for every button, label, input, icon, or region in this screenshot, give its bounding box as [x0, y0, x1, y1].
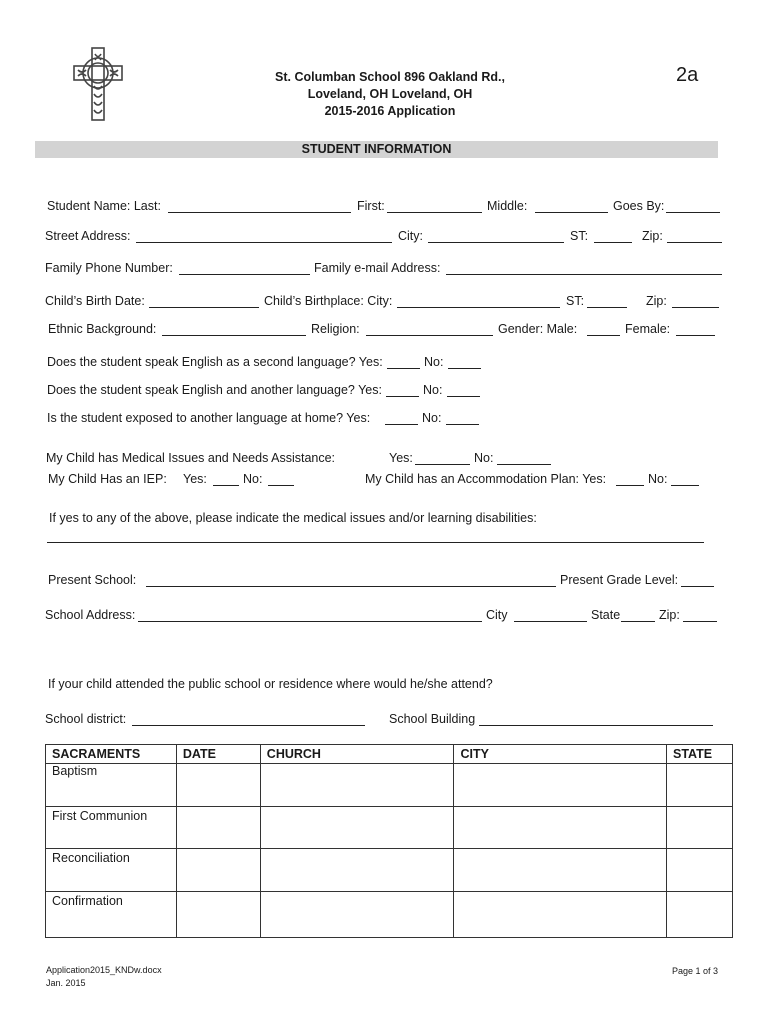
communion-church-cell[interactable] — [260, 807, 454, 849]
header-state: STATE — [667, 745, 733, 764]
birthplace-zip-label: Zip: — [646, 294, 667, 308]
home-language-question: Is the student exposed to another language at home? Yes: — [47, 411, 371, 425]
religion-input[interactable] — [366, 335, 493, 336]
reconciliation-date-cell[interactable] — [176, 849, 260, 892]
home-language-yes-input[interactable] — [385, 424, 418, 425]
family-phone-input[interactable] — [179, 274, 310, 275]
home-language-no-input[interactable] — [446, 424, 479, 425]
footer-date: Jan. 2015 — [46, 978, 86, 988]
confirmation-date-cell[interactable] — [176, 892, 260, 938]
first-name-label: First: — [357, 199, 385, 213]
header-sacraments: SACRAMENTS — [46, 745, 177, 764]
goes-by-input[interactable] — [666, 212, 720, 213]
gender-female-label: Female: — [625, 322, 671, 336]
medical-no-input[interactable] — [497, 464, 551, 465]
religion-label: Religion: — [311, 322, 360, 336]
birthplace-zip-input[interactable] — [672, 307, 719, 308]
communion-city-cell[interactable] — [454, 807, 667, 849]
footer-filename: Application2015_KNDw.docx — [46, 965, 162, 975]
confirmation-state-cell[interactable] — [667, 892, 733, 938]
birthplace-state-input[interactable] — [587, 307, 627, 308]
esl-yes-input[interactable] — [387, 368, 420, 369]
table-row — [46, 849, 733, 892]
application-year: 2015-2016 Application — [324, 104, 456, 118]
sacraments-table — [45, 744, 733, 938]
family-email-label: Family e-mail Address: — [314, 261, 441, 275]
street-address-input[interactable] — [136, 242, 392, 243]
baptism-city-cell[interactable] — [454, 764, 667, 807]
school-address-label: School Address: — [45, 608, 136, 622]
iep-yes-input[interactable] — [213, 485, 239, 486]
section-band — [35, 141, 718, 158]
school-city-label: City — [486, 608, 508, 622]
table-row — [46, 892, 733, 938]
table-row — [46, 764, 733, 807]
state-label: ST: — [570, 229, 589, 243]
header-city: CITY — [454, 745, 667, 764]
medical-yes-label: Yes: — [389, 451, 413, 465]
sacrament-confirmation: Confirmation — [46, 892, 177, 938]
sacrament-baptism: Baptism — [46, 764, 177, 807]
accommodation-no-label: No: — [648, 472, 668, 486]
school-city-input[interactable] — [514, 621, 587, 622]
reconciliation-city-cell[interactable] — [454, 849, 667, 892]
baptism-state-cell[interactable] — [667, 764, 733, 807]
public-school-question: If your child attended the public school or residence where would he/she attend? — [48, 677, 493, 691]
first-name-input[interactable] — [387, 212, 482, 213]
sacrament-first-communion: First Communion — [46, 807, 177, 849]
table-header-row — [46, 745, 733, 764]
baptism-church-cell[interactable] — [260, 764, 454, 807]
school-building-label: School Building — [389, 712, 476, 726]
zip-input[interactable] — [667, 242, 722, 243]
city-label: City: — [398, 229, 423, 243]
iep-yes-label: Yes: — [183, 472, 207, 486]
header-church: CHURCH — [260, 745, 454, 764]
present-grade-label: Present Grade Level: — [560, 573, 679, 587]
gender-male-label: Gender: Male: — [498, 322, 578, 336]
school-state-label: State — [591, 608, 621, 622]
medical-issues-label: My Child has Medical Issues and Needs Assistance: — [46, 451, 336, 465]
family-email-input[interactable] — [446, 274, 722, 275]
communion-state-cell[interactable] — [667, 807, 733, 849]
gender-male-input[interactable] — [587, 335, 620, 336]
accommodation-label: My Child has an Accommodation Plan: Yes: — [365, 472, 607, 486]
confirmation-city-cell[interactable] — [454, 892, 667, 938]
school-logo — [70, 46, 126, 122]
present-school-input[interactable] — [146, 586, 556, 587]
medical-details-label: If yes to any of the above, please indicate the medical issues and/or learning disabilities: — [49, 511, 537, 525]
medical-yes-input[interactable] — [415, 464, 470, 465]
celtic-cross-icon — [70, 46, 126, 122]
present-school-label: Present School: — [48, 573, 137, 587]
gender-female-input[interactable] — [676, 335, 715, 336]
middle-name-label: Middle: — [487, 199, 528, 213]
sacrament-reconciliation: Reconciliation — [46, 849, 177, 892]
medical-details-input[interactable] — [47, 542, 704, 543]
school-district-input[interactable] — [132, 725, 365, 726]
ethnic-label: Ethnic Background: — [48, 322, 157, 336]
reconciliation-state-cell[interactable] — [667, 849, 733, 892]
birthplace-city-input[interactable] — [397, 307, 560, 308]
goes-by-label: Goes By: — [613, 199, 665, 213]
ethnic-input[interactable] — [162, 335, 306, 336]
header-date: DATE — [176, 745, 260, 764]
school-zip-input[interactable] — [683, 621, 717, 622]
bilingual-yes-input[interactable] — [386, 396, 419, 397]
baptism-date-cell[interactable] — [176, 764, 260, 807]
student-last-input[interactable] — [168, 212, 351, 213]
home-language-no-label: No: — [422, 411, 442, 425]
confirmation-church-cell[interactable] — [260, 892, 454, 938]
school-zip-label: Zip: — [659, 608, 680, 622]
bilingual-question: Does the student speak English and another language? Yes: — [47, 383, 382, 397]
school-state-input[interactable] — [621, 621, 655, 622]
iep-no-input[interactable] — [268, 485, 294, 486]
page-code: 2a — [676, 64, 699, 86]
iep-no-label: No: — [243, 472, 263, 486]
esl-no-label: No: — [424, 355, 444, 369]
esl-no-input[interactable] — [448, 368, 481, 369]
birthplace-state-label: ST: — [566, 294, 585, 308]
school-building-input[interactable] — [479, 725, 713, 726]
state-input[interactable] — [594, 242, 632, 243]
table-row — [46, 807, 733, 849]
student-last-label: Student Name: Last: — [47, 199, 161, 213]
school-district-label: School district: — [45, 712, 127, 726]
zip-label: Zip: — [642, 229, 663, 243]
bilingual-no-input[interactable] — [447, 396, 480, 397]
street-address-label: Street Address: — [45, 229, 131, 243]
section-title: STUDENT INFORMATION — [301, 142, 452, 156]
iep-label: My Child Has an IEP: — [48, 472, 167, 486]
city-input[interactable] — [428, 242, 564, 243]
birth-date-label: Child’s Birth Date: — [45, 294, 145, 308]
accommodation-yes-input[interactable] — [616, 485, 644, 486]
school-city-line: Loveland, OH Loveland, OH — [307, 87, 473, 101]
esl-question: Does the student speak English as a second language? Yes: — [47, 355, 383, 369]
reconciliation-church-cell[interactable] — [260, 849, 454, 892]
communion-date-cell[interactable] — [176, 807, 260, 849]
accommodation-no-input[interactable] — [671, 485, 699, 486]
present-grade-input[interactable] — [681, 586, 714, 587]
middle-name-input[interactable] — [535, 212, 608, 213]
family-phone-label: Family Phone Number: — [45, 261, 173, 275]
footer-page-number: Page 1 of 3 — [672, 966, 719, 976]
school-address-input[interactable] — [138, 621, 482, 622]
school-name-line: St. Columban School 896 Oakland Rd., — [275, 70, 505, 84]
bilingual-no-label: No: — [423, 383, 443, 397]
birthplace-city-label: Child’s Birthplace: City: — [264, 294, 393, 308]
birth-date-input[interactable] — [149, 307, 259, 308]
medical-no-label: No: — [474, 451, 494, 465]
